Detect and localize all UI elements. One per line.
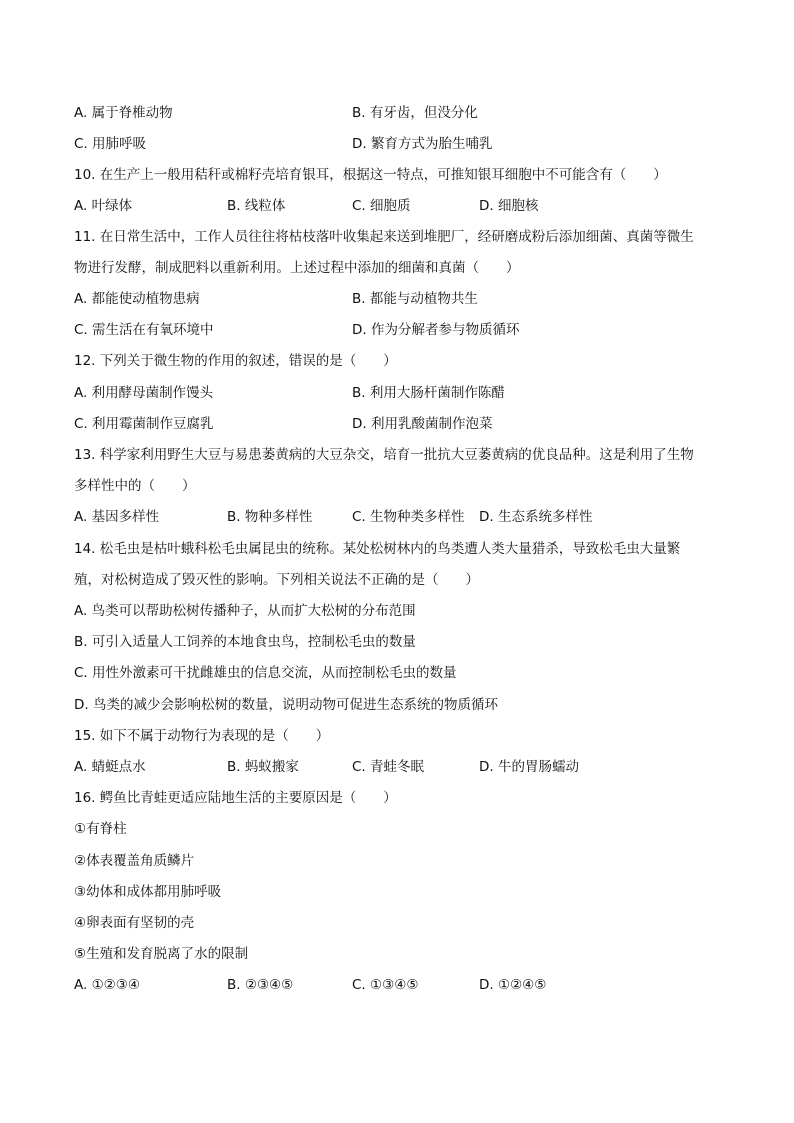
q16-item-2: ②体表覆盖角质鳞片: [74, 853, 195, 869]
q12-stem: 12. 下列关于微生物的作用的叙述，错误的是（ ）: [74, 353, 397, 369]
q16-stem: 16. 鳄鱼比青蛙更适应陆地生活的主要原因是（ ）: [74, 790, 397, 806]
q10-option-d: D. 细胞核: [479, 198, 539, 214]
q12-option-b: B. 利用大肠杆菌制作陈醋: [352, 385, 505, 401]
q15-option-d: D. 牛的胃肠蠕动: [479, 759, 579, 775]
q11-option-d: D. 作为分解者参与物质循环: [352, 322, 520, 338]
q16-item-3: ③幼体和成体都用肺呼吸: [74, 884, 222, 900]
q11-option-b: B. 都能与动植物共生: [352, 291, 478, 307]
q13-option-c: C. 生物种类多样性: [352, 509, 465, 525]
q15-option-a: A. 蜻蜓点水: [74, 759, 146, 775]
q15-stem: 15. 如下不属于动物行为表现的是（ ）: [74, 728, 330, 744]
q9-option-a: A. 属于脊椎动物: [74, 105, 173, 121]
q10-option-c: C. 细胞质: [352, 198, 411, 214]
q13-option-a: A. 基因多样性: [74, 509, 160, 525]
q14-option-d: D. 鸟类的减少会影响松树的数量，说明动物可促进生态系统的物质循环: [74, 697, 498, 713]
q15-option-b: B. 蚂蚁搬家: [227, 759, 299, 775]
q14-option-b: B. 可引入适量人工饲养的本地食虫鸟，控制松毛虫的数量: [74, 634, 416, 650]
q12-option-a: A. 利用酵母菌制作馒头: [74, 385, 214, 401]
q10-option-b: B. 线粒体: [227, 198, 286, 214]
q11-stem-line1: 11. 在日常生活中，工作人员往往将枯枝落叶收集起来送到堆肥厂，经研磨成粉后添加细菌、真菌等微生: [74, 229, 694, 245]
q15-option-c: C. 青蛙冬眠: [352, 759, 425, 775]
q16-item-1: ①有脊柱: [74, 821, 127, 837]
q16-item-5: ⑤生殖和发育脱离了水的限制: [74, 946, 249, 962]
q13-stem-line1: 13. 科学家利用野生大豆与易患萎黄病的大豆杂交，培育一批抗大豆萎黄病的优良品种。这是利用了生物: [74, 447, 694, 463]
q12-option-d: D. 利用乳酸菌制作泡菜: [352, 416, 493, 432]
q13-option-b: B. 物种多样性: [227, 509, 313, 525]
q14-option-c: C. 用性外激素可干扰雌雄虫的信息交流，从而控制松毛虫的数量: [74, 665, 457, 681]
q14-stem-line2: 殖，对松树造成了毁灭性的影响。下列相关说法不正确的是（ ）: [74, 572, 479, 588]
q14-option-a: A. 鸟类可以帮助松树传播种子，从而扩大松树的分布范围: [74, 603, 416, 619]
q11-stem-line2: 物进行发酵，制成肥料以重新利用。上述过程中添加的细菌和真菌（ ）: [74, 260, 520, 276]
q16-option-c: C. ①③④⑤: [352, 977, 419, 993]
q16-item-4: ④卵表面有坚韧的壳: [74, 915, 195, 931]
q14-stem-line1: 14. 松毛虫是枯叶蛾科松毛虫属昆虫的统称。某处松树林内的鸟类遭人类大量猎杀，导致松毛虫大量繁: [74, 541, 681, 557]
q10-option-a: A. 叶绿体: [74, 198, 133, 214]
q16-option-a: A. ①②③④: [74, 977, 140, 993]
q9-option-d: D. 繁育方式为胎生哺乳: [352, 136, 493, 152]
q13-option-d: D. 生态系统多样性: [479, 509, 593, 525]
q11-option-c: C. 需生活在有氧环境中: [74, 322, 214, 338]
q11-option-a: A. 都能使动植物患病: [74, 291, 200, 307]
q9-option-c: C. 用肺呼吸: [74, 136, 147, 152]
q16-option-b: B. ②③④⑤: [227, 977, 294, 993]
q9-option-b: B. 有牙齿，但没分化: [352, 105, 478, 121]
q10-stem: 10. 在生产上一般用秸秆或棉籽壳培育银耳，根据这一特点，可推知银耳细胞中不可能含有（ ）: [74, 167, 667, 183]
q13-stem-line2: 多样性中的（ ）: [74, 478, 196, 494]
q12-option-c: C. 利用霉菌制作豆腐乳: [74, 416, 214, 432]
q16-option-d: D. ①②④⑤: [479, 977, 547, 993]
